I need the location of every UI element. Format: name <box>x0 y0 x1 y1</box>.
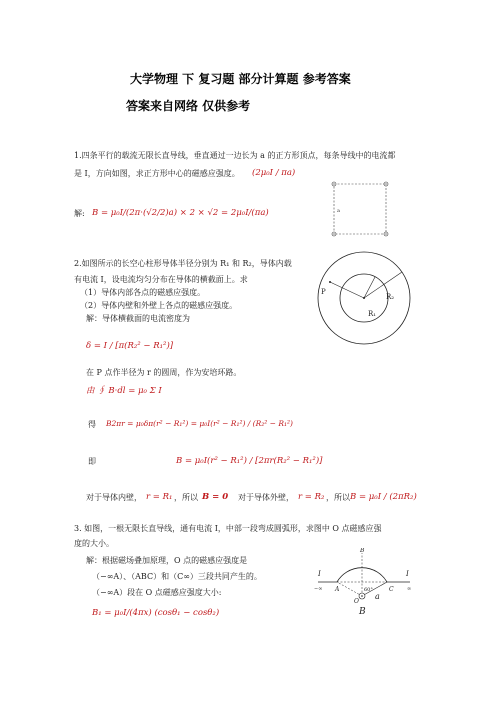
r1-label: R₁ <box>368 310 377 318</box>
point-p-label: P <box>321 288 326 296</box>
radius-r2 <box>364 272 402 298</box>
q3-sol1: 解：根据磁场叠加原理，O 点的磁感应强度是 <box>86 556 248 565</box>
q3-sol3: （−∞A）段在 O 点磁感应强度大小: <box>92 588 222 597</box>
point-c-label: C <box>389 586 394 593</box>
q1-line1: 1.四条平行的载流无限长直导线，垂直通过一边长为 a 的正方形顶点，每条导线中的电流都 <box>74 151 396 160</box>
q2-loop-text: 在 P 点作半径为 r 的圆周，作为安培环路。 <box>86 368 242 377</box>
q2-outer-eq: r = R₂ <box>298 492 325 502</box>
q2-line2: 有电流 I，设电流均匀分布在导体的横截面上。求 <box>74 275 248 284</box>
q2-ampere-law: 由 ∮ B·dl = μ₀ Σ I <box>86 386 162 396</box>
q2-inner-text: 对于导体内壁， <box>86 493 142 502</box>
q2-cylinder-figure <box>314 248 414 348</box>
q2-item1: （1）导体内部各点的磁感应强度。 <box>80 288 206 297</box>
q2-get-eq: B2πr = μ₀δπ(r² − R₁²) = μ₀I(r² − R₁²) / (R₂² − R₁²) <box>106 419 293 428</box>
radius-r <box>330 282 364 298</box>
field-b-label: B <box>359 607 366 617</box>
q2-solution-intro: 解：导体横截面的电流密度为 <box>86 314 190 323</box>
q2-ji-eq: B = μ₀I(r² − R₁²) / [2πr(R₂² − R₁²)] <box>176 456 323 466</box>
neg-infinity-label: −∞ <box>314 586 323 592</box>
q1-square-figure <box>328 178 392 240</box>
q1-solution-prefix: 解: <box>74 209 85 218</box>
current-left-label: I <box>318 570 321 578</box>
q3-b1-eq: B₁ = μ₀I/(4πx) (cosθ₁ − cosθ₂) <box>92 608 220 618</box>
q3-line2: 度的大小。 <box>74 539 114 548</box>
q1-line2: 是 I，方向如图，求正方形中心的磁感应强度。 <box>74 169 240 178</box>
q2-inner-result: B = 0 <box>202 492 229 502</box>
q2-outer-res-label: ，所以 <box>326 493 350 502</box>
square-outline <box>334 184 386 234</box>
q2-line1: 2.如图所示的长空心柱形导体半径分别为 R₁ 和 R₂，导体内载 <box>74 259 292 268</box>
q3-wire-figure <box>310 548 418 660</box>
current-right-label: I <box>406 570 409 578</box>
page-subtitle: 答案来自网络 仅供参考 <box>126 99 251 113</box>
angle-label: 60° <box>364 587 373 593</box>
q1-answer-hint: (2μ₀I / πa) <box>252 168 296 178</box>
q2-item2: （2）导体内壁和外壁上各点的磁感应强度。 <box>80 301 238 310</box>
q2-get-label: 得 <box>88 420 96 429</box>
side-label-a: a <box>337 208 340 214</box>
q3-line1: 3. 如图，一根无限长直导线，通有电流 I，中部一段弯成圆弧形，求图中 O 点磁感应强 <box>74 524 382 533</box>
q2-inner-res-label: ，所以 <box>174 493 198 502</box>
radius-r1 <box>364 277 375 298</box>
r2-label: R₂ <box>386 293 395 301</box>
q2-current-density-eq: δ = I / [π(R₂² − R₁²)] <box>86 341 174 351</box>
q3-sol2: （−∞A）、（ABC）和（C∞）三段共同产生的。 <box>92 572 262 581</box>
point-b-label: B <box>360 548 365 554</box>
q2-outer-text: 对于导体外壁， <box>238 493 294 502</box>
q2-inner-eq: r = R₁ <box>146 492 173 502</box>
q1-solution-formula: B = μ₀I/(2π·(√2/2)a) × 2 × √2 = 2μ₀I/(πa) <box>92 208 269 218</box>
radius-a-label: a <box>375 592 380 601</box>
point-o-label: O <box>354 598 359 605</box>
pos-infinity-label: ∞ <box>407 586 412 592</box>
q2-ji-label: 即 <box>88 457 96 466</box>
point-a-label: A <box>335 586 340 593</box>
q2-outer-result: B = μ₀I / (2πR₂) <box>350 492 417 502</box>
page-title: 大学物理 下 复习题 部分计算题 参考答案 <box>130 72 351 86</box>
